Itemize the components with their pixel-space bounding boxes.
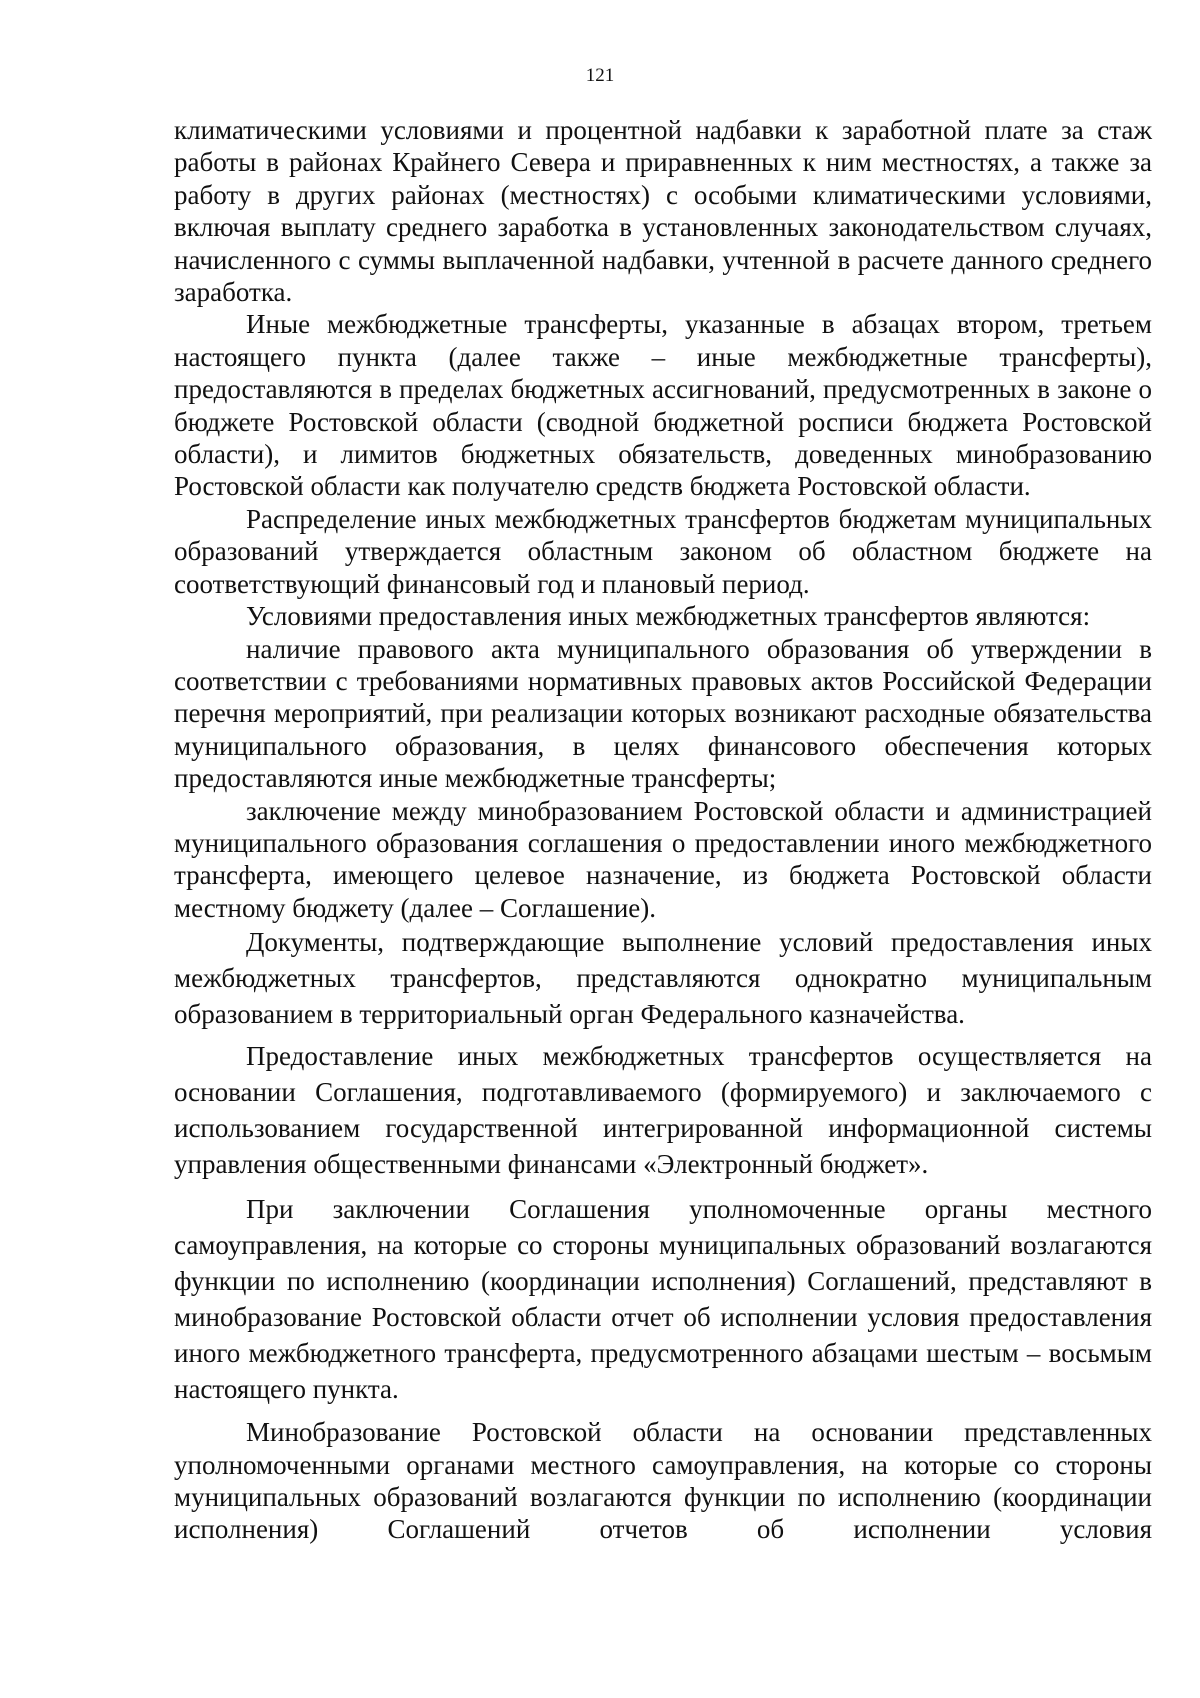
paragraph-distribution: Распределение иных межбюджетных трансфертов бюджетам муниципальных образований утверждается областным законом об областном бюджете на соответствующий финансовый год и плановый период. [174, 503, 1152, 599]
page-number: 121 [585, 65, 615, 86]
paragraph-documents: Документы, подтверждающие выполнение условий предоставления иных межбюджетных трансфертов, представляются однократно муниципальным образованием в территориальный орган Федерального казначейства. [174, 927, 1152, 1030]
paragraph-report: При заключении Соглашения уполномоченные органы местного самоуправления, на которые со стороны муниципальных образований возлагаются функции по исполнению (координации исполнения) Соглашений, представляют в минобразование Ростовской области отчет об исполнении условия предоставления иного межбюджетного трансферта, предусмотренного абзацами шестым – восьмым настоящего пункта. [174, 1194, 1152, 1405]
paragraph-conditions-heading: Условиями предоставления иных межбюджетных трансфертов являются: [246, 601, 1091, 632]
paragraph-ministry-review: Минобразование Ростовской области на основании представленных уполномоченными органами местного самоуправления, на которые со стороны муниципальных образований возлагаются функции по исполнению (координации исполнения) Соглашений отчетов об исполнении условия [174, 1417, 1152, 1545]
paragraph-other-transfers: Иные межбюджетные трансферты, указанные в абзацах втором, третьем настоящего пункта (далее также – иные межбюджетные трансферты), предоставляются в пределах бюджетных ассигнований, предусмотренных в законе о бюджете Ростовской области (сводной бюджетной росписи бюджета Ростовской области), и лимитов бюджетных обязательств, доведенных минобразованию Ростовской области как получателю средств бюджета Ростовской области. [174, 309, 1152, 502]
paragraph-condition-agreement: заключение между минобразованием Ростовской области и администрацией муниципального образования соглашения о предоставлении иного межбюджетного трансферта, имеющего целевое назначение, из бюджета Ростовской области местному бюджету (далее – Соглашение). [174, 795, 1152, 923]
paragraph-electronic-budget: Предоставление иных межбюджетных трансфертов осуществляется на основании Соглашения, подготавливаемого (формируемого) и заключаемого с использованием государственной интегрированной информационной системы управления общественными финансами «Электронный бюджет». [174, 1041, 1152, 1180]
paragraph-condition-legal-act: наличие правового акта муниципального образования об утверждении в соответствии с требованиями нормативных правовых актов Российской Федерации перечня мероприятий, при реализации которых возникают расходные обязательства муниципального образования, в целях финансового обеспечения которых предоставляются иные межбюджетные трансферты; [174, 633, 1152, 794]
paragraph-climatic-allowance: климатическими условиями и процентной надбавки к заработной плате за стаж работы в районах Крайнего Севера и приравненных к ним местностях, а также за работу в других районах (местностях) с особыми климатическими условиями, включая выплату среднего заработка в установленных законодательством случаях, начисленного с суммы выплаченной надбавки, учтенной в расчете данного среднего заработка. [174, 115, 1152, 308]
document-body [174, 114, 1152, 1546]
